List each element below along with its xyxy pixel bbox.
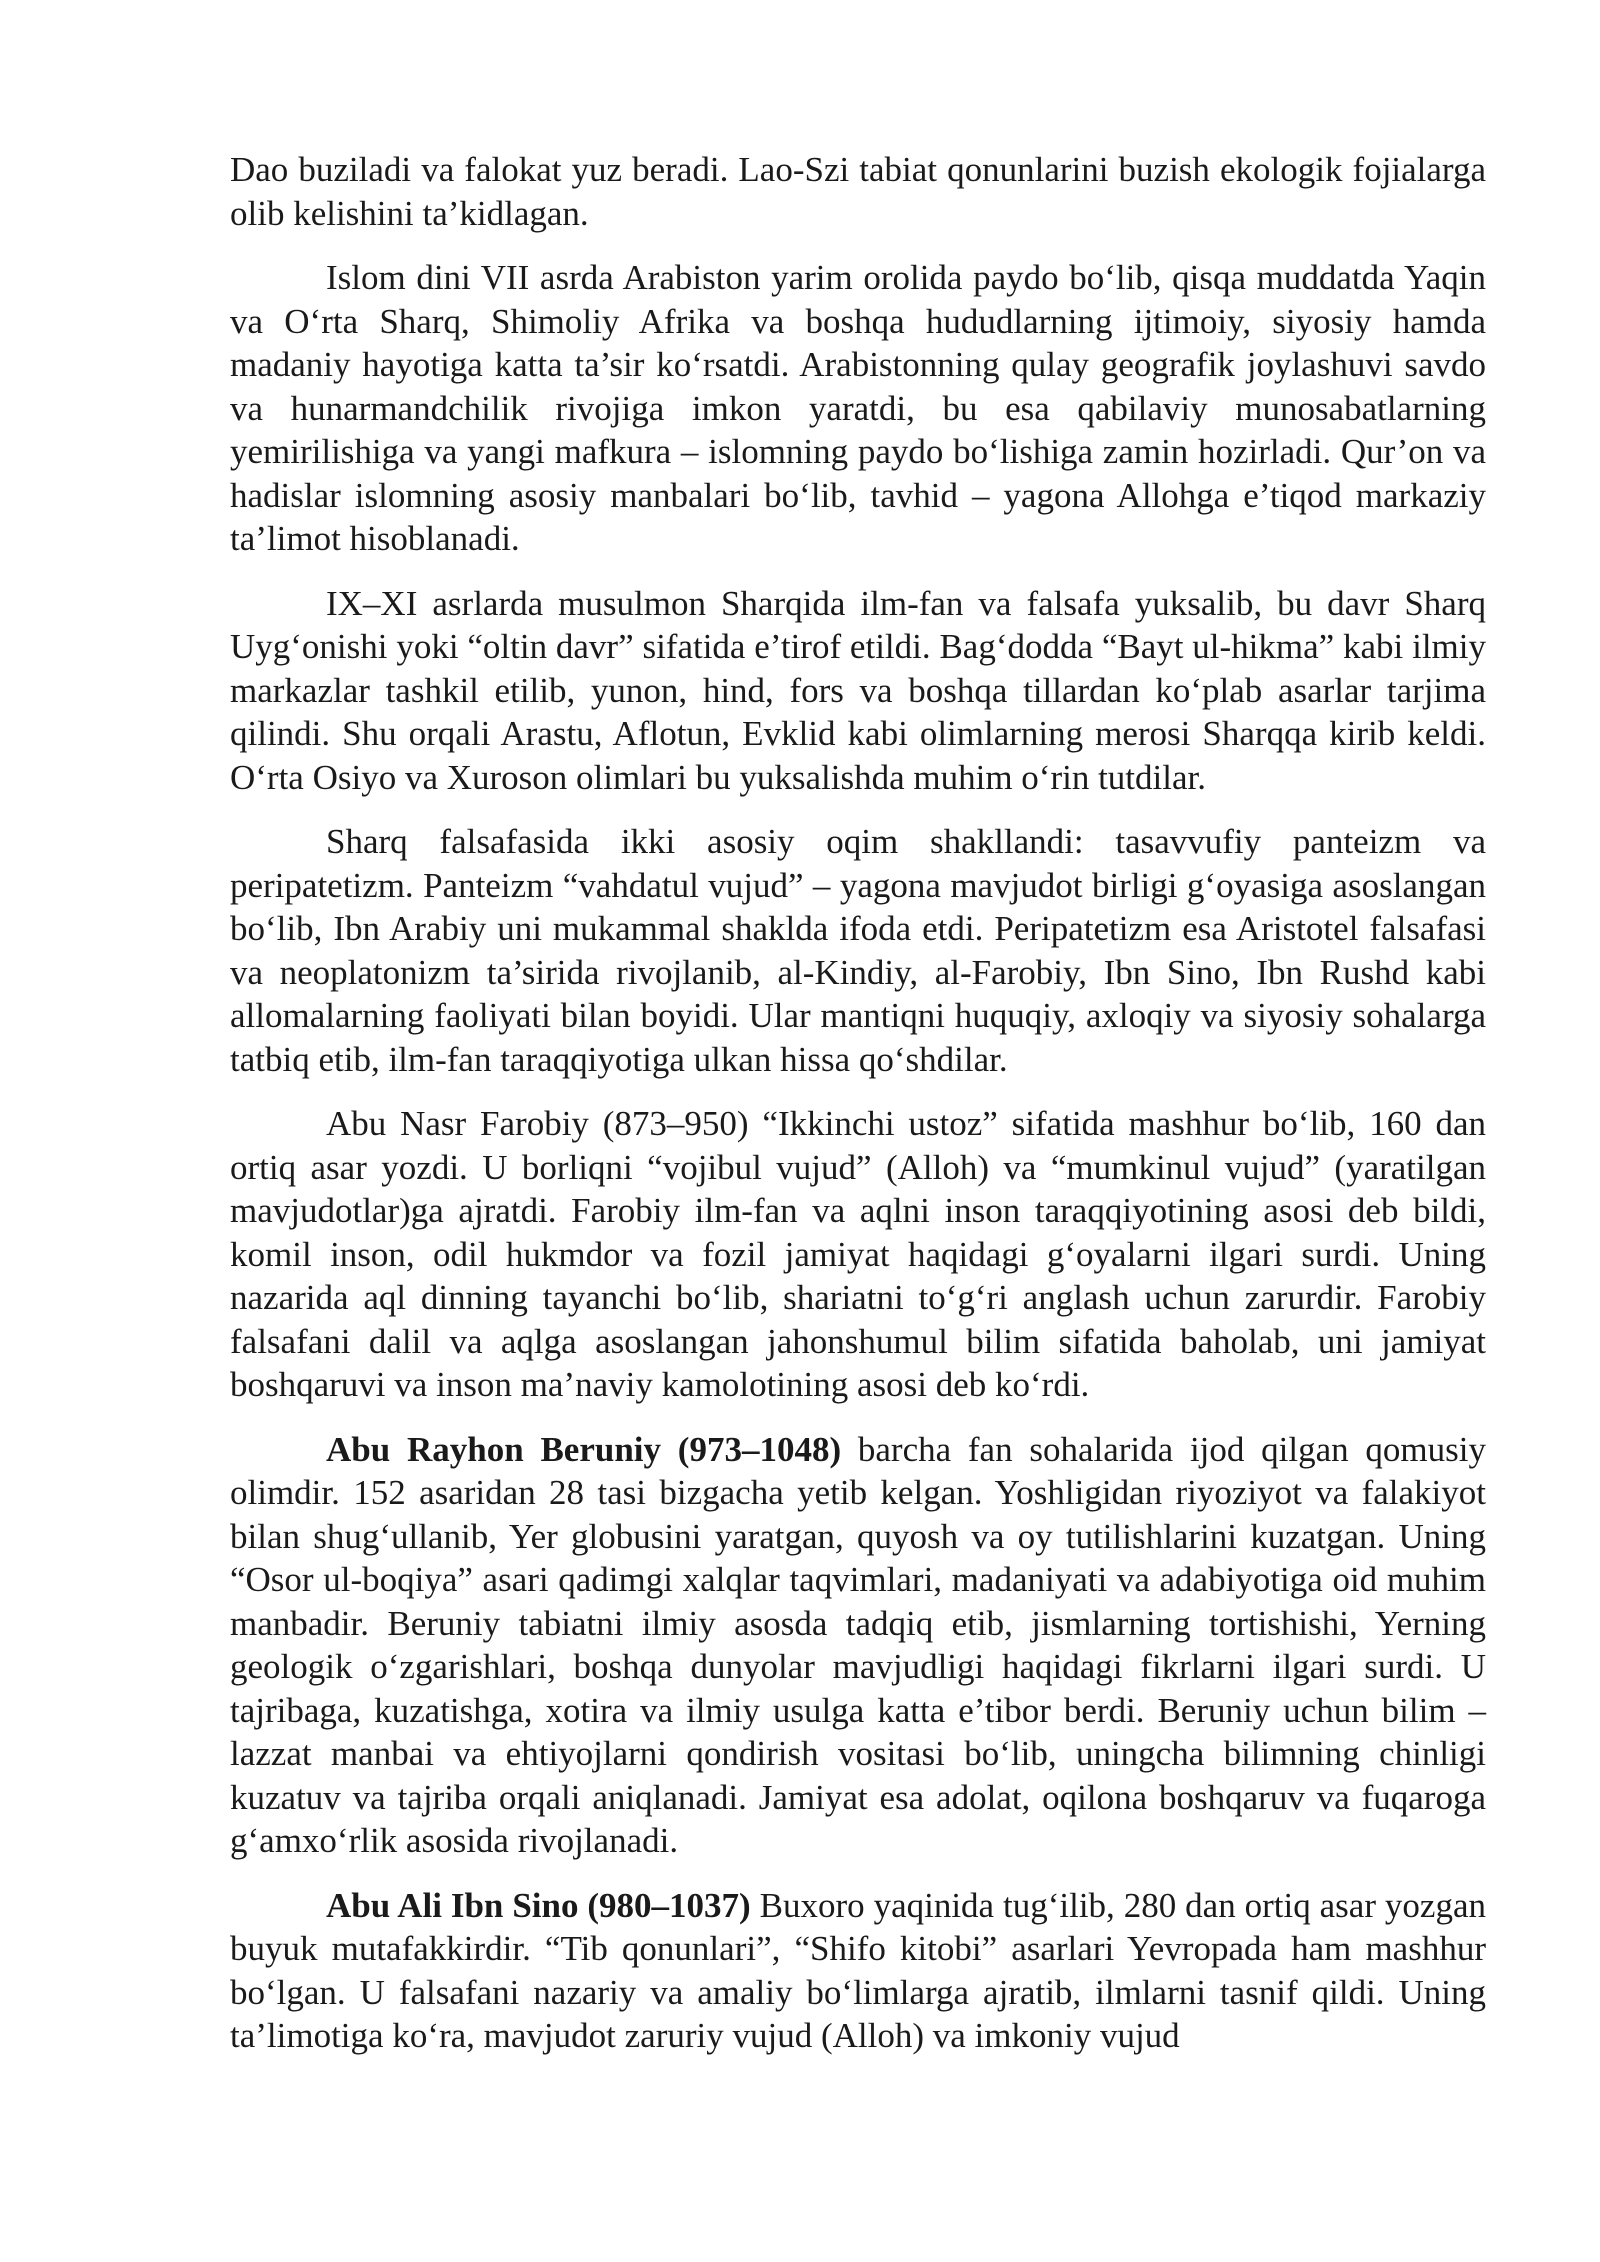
paragraph-ibn-sino	[230, 1884, 1486, 2058]
paragraph-ix-xi-centuries	[230, 582, 1486, 800]
paragraph-beruniy	[230, 1428, 1486, 1863]
document-page	[230, 148, 1486, 2079]
paragraph-text: Buxoro yaqinida tug‘ilib, 280 dan ortiq asar yozgan buyuk mutafakkirdir. “Tib qonunlari”, “Shifo kitobi” asarlari Yevropada ham mashhur bo‘lgan. U falsafani nazariy va amaliy bo‘limlarga ajratib, ilmlarni tasnif qildi. Uning ta’limotiga ko‘ra, mavjudot zaruriy vujud (Alloh) va imkoniy vujud	[230, 1885, 1486, 2055]
paragraph-lead-bold: Abu Ali Ibn Sino (980–1037)	[326, 1885, 751, 1925]
paragraph-text: IX–XI asrlarda musulmon Sharqida ilm-fan va falsafa yuksalib, bu davr Sharq Uyg‘onishi yoki “oltin davr” sifatida e’tirof etildi. Bag‘dodda “Bayt ul-hikma” kabi ilmiy markazlar tashkil etilib, yunon, hind, fors va boshqa tillardan ko‘plab asarlar tarjima qilindi. Shu orqali Arastu, Aflotun, Evklid kabi olimlarning merosi Sharqqa kirib keldi. O‘rta Osiyo va Xuroson olimlari bu yuksalishda muhim o‘rin tutdilar.	[230, 583, 1486, 797]
paragraph-dao	[230, 148, 1486, 235]
paragraph-text: Abu Nasr Farobiy (873–950) “Ikkinchi ustoz” sifatida mashhur bo‘lib, 160 dan ortiq asar yozdi. U borliqni “vojibul vujud” (Alloh) va “mumkinul vujud” (yaratilgan mavjudotlar)ga ajratdi. Farobiy ilm-fan va aqlni inson taraqqiyotining asosi deb bildi, komil inson, odil hukmdor va fozil jamiyat haqidagi g‘oyalarni ilgari surdi. Uning nazarida aql dinning tayanchi bo‘lib, shariatni to‘g‘ri anglash uchun zarurdir. Farobiy falsafani dalil va aqlga asoslangan jahonshumul bilim sifatida baholab, uni jamiyat boshqaruvi va inson ma’naviy kamolotining asosi deb ko‘rdi.	[230, 1104, 1486, 1404]
paragraph-lead-bold: Abu Rayhon Beruniy (973–1048)	[326, 1429, 842, 1469]
paragraph-text: barcha fan sohalarida ijod qilgan qomusiy olimdir. 152 asaridan 28 tasi bizgacha yetib kelgan. Yoshligidan riyoziyot va falakiyot bilan shug‘ullanib, Yer globusini yaratgan, quyosh va oy tutilishlarini kuzatgan. Uning “Osor ul-boqiya” asari qadimgi xalqlar taqvimlari, madaniyati va adabiyotiga oid muhim manbadir. Beruniy tabiatni ilmiy asosda tadqiq etib, jismlarning tortishishi, Yerning geologik o‘zgarishlari, boshqa dunyolar mavjudligi haqidagi fikrlarni ilgari surdi. U tajribaga, kuzatishga, xotira va ilmiy usulga katta e’tibor berdi. Beruniy uchun bilim – lazzat manbai va ehtiyojlarni qondirish vositasi bo‘lib, uningcha bilimning chinligi kuzatuv va tajriba orqali aniqlanadi. Jamiyat esa adolat, oqilona boshqaruv va fuqaroga g‘amxo‘rlik asosida rivojlanadi.	[230, 1429, 1487, 1860]
paragraph-text: Islom dini VII asrda Arabiston yarim orolida paydo bo‘lib, qisqa muddatda Yaqin va O‘rta Sharq, Shimoliy Afrika va boshqa hududlarning ijtimoiy, siyosiy hamda madaniy hayotiga katta ta’sir ko‘rsatdi. Arabistonning qulay geografik joylashuvi savdo va hunarmandchilik rivojiga imkon yaratdi, bu esa qabilaviy munosabatlarning yemirilishiga va yangi mafkura – islomning paydo bo‘lishiga zamin hozirladi. Qur’on va hadislar islomning asosiy manbalari bo‘lib, tavhid – yagona Allohga e’tiqod markaziy ta’limot hisoblanadi.	[230, 258, 1486, 558]
paragraph-text: Sharq falsafasida ikki asosiy oqim shakllandi: tasavvufiy panteizm va peripatetizm. Panteizm “vahdatul vujud” – yagona mavjudot birligi g‘oyasiga asoslangan bo‘lib, Ibn Arabiy uni mukammal shaklda ifoda etdi. Peripatetizm esa Aristotel falsafasi va neoplatonizm ta’sirida rivojlanib, al-Kindiy, al-Farobiy, Ibn Sino, Ibn Rushd kabi allomalarning faoliyati bilan boyidi. Ular mantiqni huquqiy, axloqiy va siyosiy sohalarga tatbiq etib, ilm-fan taraqqiyotiga ulkan hissa qo‘shdilar.	[230, 822, 1486, 1079]
paragraph-eastern-philosophy	[230, 820, 1486, 1081]
paragraph-text: Dao buziladi va falokat yuz beradi. Lao-Szi tabiat qonunlarini buzish ekologik fojialarga olib kelishini ta’kidlagan.	[230, 150, 1486, 233]
paragraph-farobiy	[230, 1102, 1486, 1407]
paragraph-islom	[230, 256, 1486, 561]
